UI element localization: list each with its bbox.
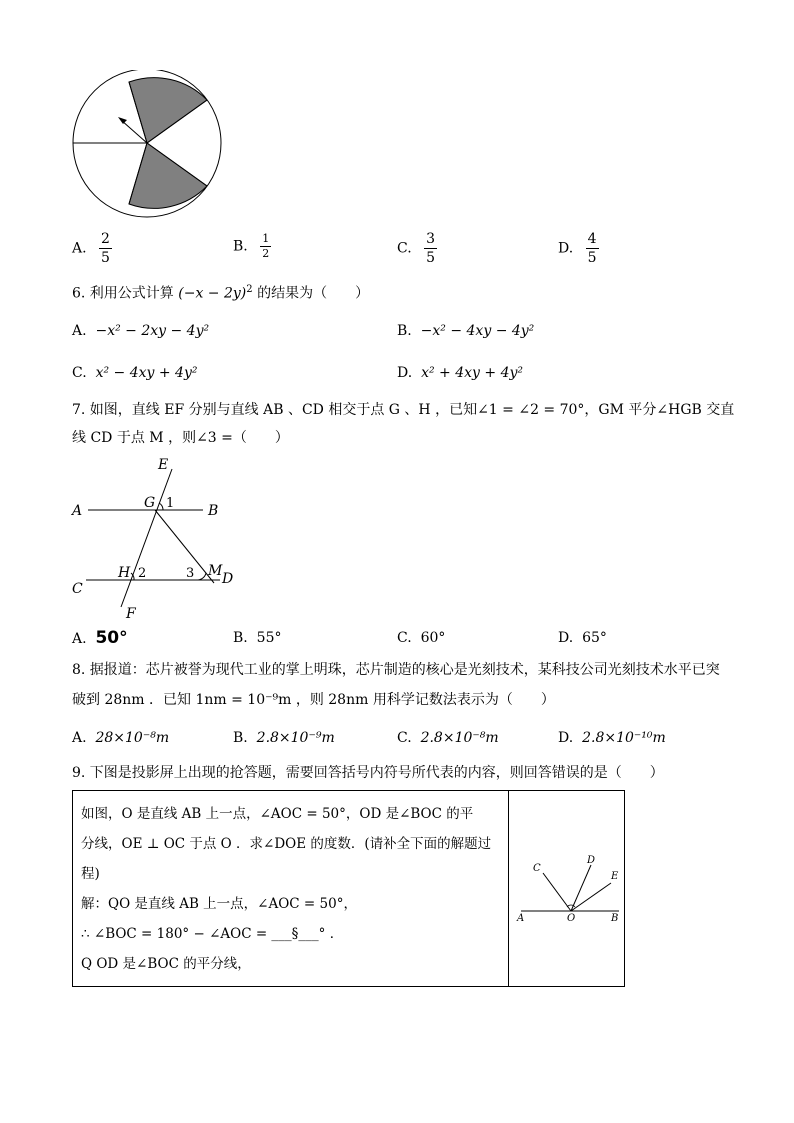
q7-label-h: H [118,565,131,581]
q7-label-c: C [72,581,83,597]
q5-option-c: C. $\frac{3}{5}$ [397,231,436,266]
q8-stem-line2: 破到 28nm ．已知 1nm = 10⁻⁹m ，则 28nm 用科学记数法表示为（ ） [72,692,555,708]
q7-label-m: M [208,563,223,579]
q9-figure [509,791,625,986]
q9-label-d: D [587,855,596,866]
q8-option-b: B. 2.8×10⁻⁹m [233,730,335,746]
q9-label-c: C [533,863,541,874]
q9-stem: 9. 下图是投影屏上出现的抢答题，需要回答括号内符号所代表的内容，则回答错误的是（ ） [72,765,664,781]
q5-option-a: A. $\frac{2}{5}$ [72,231,110,266]
q7-label-e: E [158,457,169,473]
q9-line-1: 如图，O 是直线 AB 上一点，∠AOC = 50°，OD 是∠BOC 的平 [81,806,474,822]
q8-option-d: D. 2.8×10⁻¹⁰m [558,730,666,746]
q7-stem-line1: 7. 如图，直线 EF 分别与直线 AB 、CD 相交于点 G 、H ，已知∠1 = ∠2 = 70°，GM 平分∠HGB 交直 [72,402,735,418]
q9-line-5: ∴ ∠BOC = 180° − ∠AOC = ___§___° ． [81,926,344,942]
q7-label-2: 2 [138,566,147,581]
q6-option-d: D. x² + 4xy + 4y² [397,365,524,381]
q7-option-c: C. 60° [397,630,446,646]
q9-problem-box [72,790,625,987]
q5-option-d: D. $\frac{4}{5}$ [558,231,597,266]
q7-option-b: B. 55° [233,630,282,646]
q9-line-3: 程) [81,866,100,882]
q6-option-c: C. x² − 4xy + 4y² [72,365,198,381]
q9-line-2: 分线，OE ⊥ OC 于点 O ．求∠DOE 的度数．(请补全下面的解题过 [81,836,492,852]
q9-label-a: A [517,913,525,924]
q9-problem-text [81,799,501,979]
q7-label-1: 1 [166,496,175,511]
q9-label-o: O [567,913,576,924]
q9-label-b: B [611,913,619,924]
q7-label-d: D [222,571,234,587]
q7-stem-line2: 线 CD 于点 M ，则∠3 =（ ） [72,430,289,446]
q7-label-f: F [126,606,136,622]
q6-option-b: B. −x² − 4xy − 4y² [397,323,535,339]
q7-label-g: G [144,495,156,511]
q9-label-e: E [611,871,619,882]
q8-stem-line1: 8. 据报道：芯片被誉为现代工业的掌上明珠，芯片制造的核心是光刻技术，某科技公司光刻技术水平已突 [72,662,720,678]
spinner-figure [70,70,224,220]
q9-line-6: Q OD 是∠BOC 的平分线， [81,956,251,972]
q9-line-4: 解：QO 是直线 AB 上一点，∠AOC = 50°， [81,896,357,912]
q7-option-a: A. 50° [72,628,128,648]
q8-option-a: A. 28×10⁻⁸m [72,730,170,746]
q7-label-b: B [208,503,219,519]
q7-option-d: D. 65° [558,630,607,646]
q7-figure [68,455,248,625]
q7-label-a: A [72,503,83,519]
q8-option-c: C. 2.8×10⁻⁸m [397,730,499,746]
q6-option-a: A. −x² − 2xy − 4y² [72,323,210,339]
q6-stem: 6. 利用公式计算 $(-x - 2y)^2$ 的结果为（ ） [72,284,370,302]
q5-option-b: B. $\frac{1}{2}$ [233,232,270,260]
q7-label-3: 3 [186,566,195,581]
